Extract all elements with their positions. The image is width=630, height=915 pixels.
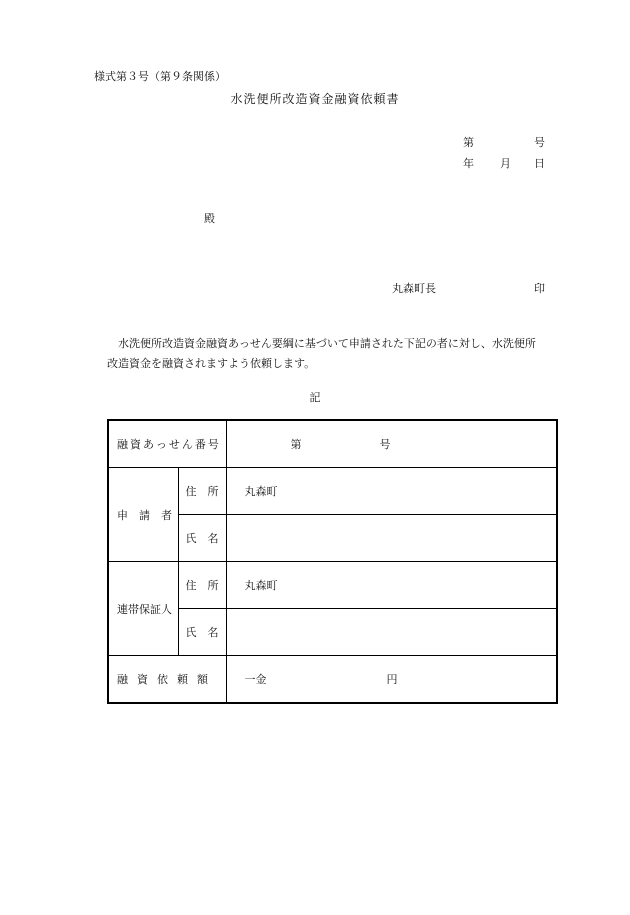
loan-number-row [108, 420, 557, 468]
loan-request-table [107, 419, 558, 704]
applicant-address-row [108, 468, 557, 515]
guarantor-name-label: 氏 名 [178, 609, 226, 656]
ki-heading: 記 [309, 391, 321, 404]
doc-number-go: 号 [534, 136, 545, 149]
amount-cell[interactable] [226, 656, 557, 704]
guarantor-address-field[interactable]: 丸森町 [226, 562, 557, 609]
applicant-address-label: 住 所 [178, 468, 226, 515]
date-day-label: 日 [534, 157, 545, 170]
amount-suffix: 円 [386, 673, 398, 686]
guarantor-label: 連帯保証人 [108, 562, 178, 656]
applicant-address-field[interactable]: 丸森町 [226, 468, 557, 515]
body-line-2: 改造資金を融資されますよう依頼します。 [107, 357, 316, 370]
form-number: 様式第３号（第９条関係） [94, 70, 226, 83]
date-year-label: 年 [463, 157, 474, 170]
body-paragraph [107, 334, 577, 374]
sender-name: 丸森町長 [392, 282, 436, 295]
body-line-1: 水洗便所改造資金融資あっせん要綱に基づいて申請された下記の者に対し、水洗便所 [118, 337, 536, 350]
loan-number-label: 融資あっせん番号 [108, 420, 226, 468]
doc-number-dai: 第 [463, 136, 474, 149]
amount-label: 融資依頼額 [108, 656, 226, 704]
document-title: 水洗便所改造資金融資依頼書 [230, 92, 400, 106]
guarantor-name-field[interactable] [226, 609, 557, 656]
applicant-label: 申 請 者 [108, 468, 178, 562]
date-month-label: 月 [500, 157, 511, 170]
loan-number-cell[interactable] [226, 420, 557, 468]
loan-number-go: 号 [379, 438, 391, 451]
guarantor-address-row [108, 562, 557, 609]
applicant-name-field[interactable] [226, 515, 557, 562]
amount-row [108, 656, 557, 704]
amount-prefix: 一金 [244, 673, 267, 686]
seal-mark: 印 [534, 282, 545, 295]
addressee-suffix: 殿 [204, 212, 215, 225]
guarantor-address-label: 住 所 [178, 562, 226, 609]
applicant-name-label: 氏 名 [178, 515, 226, 562]
loan-number-dai: 第 [290, 438, 302, 451]
